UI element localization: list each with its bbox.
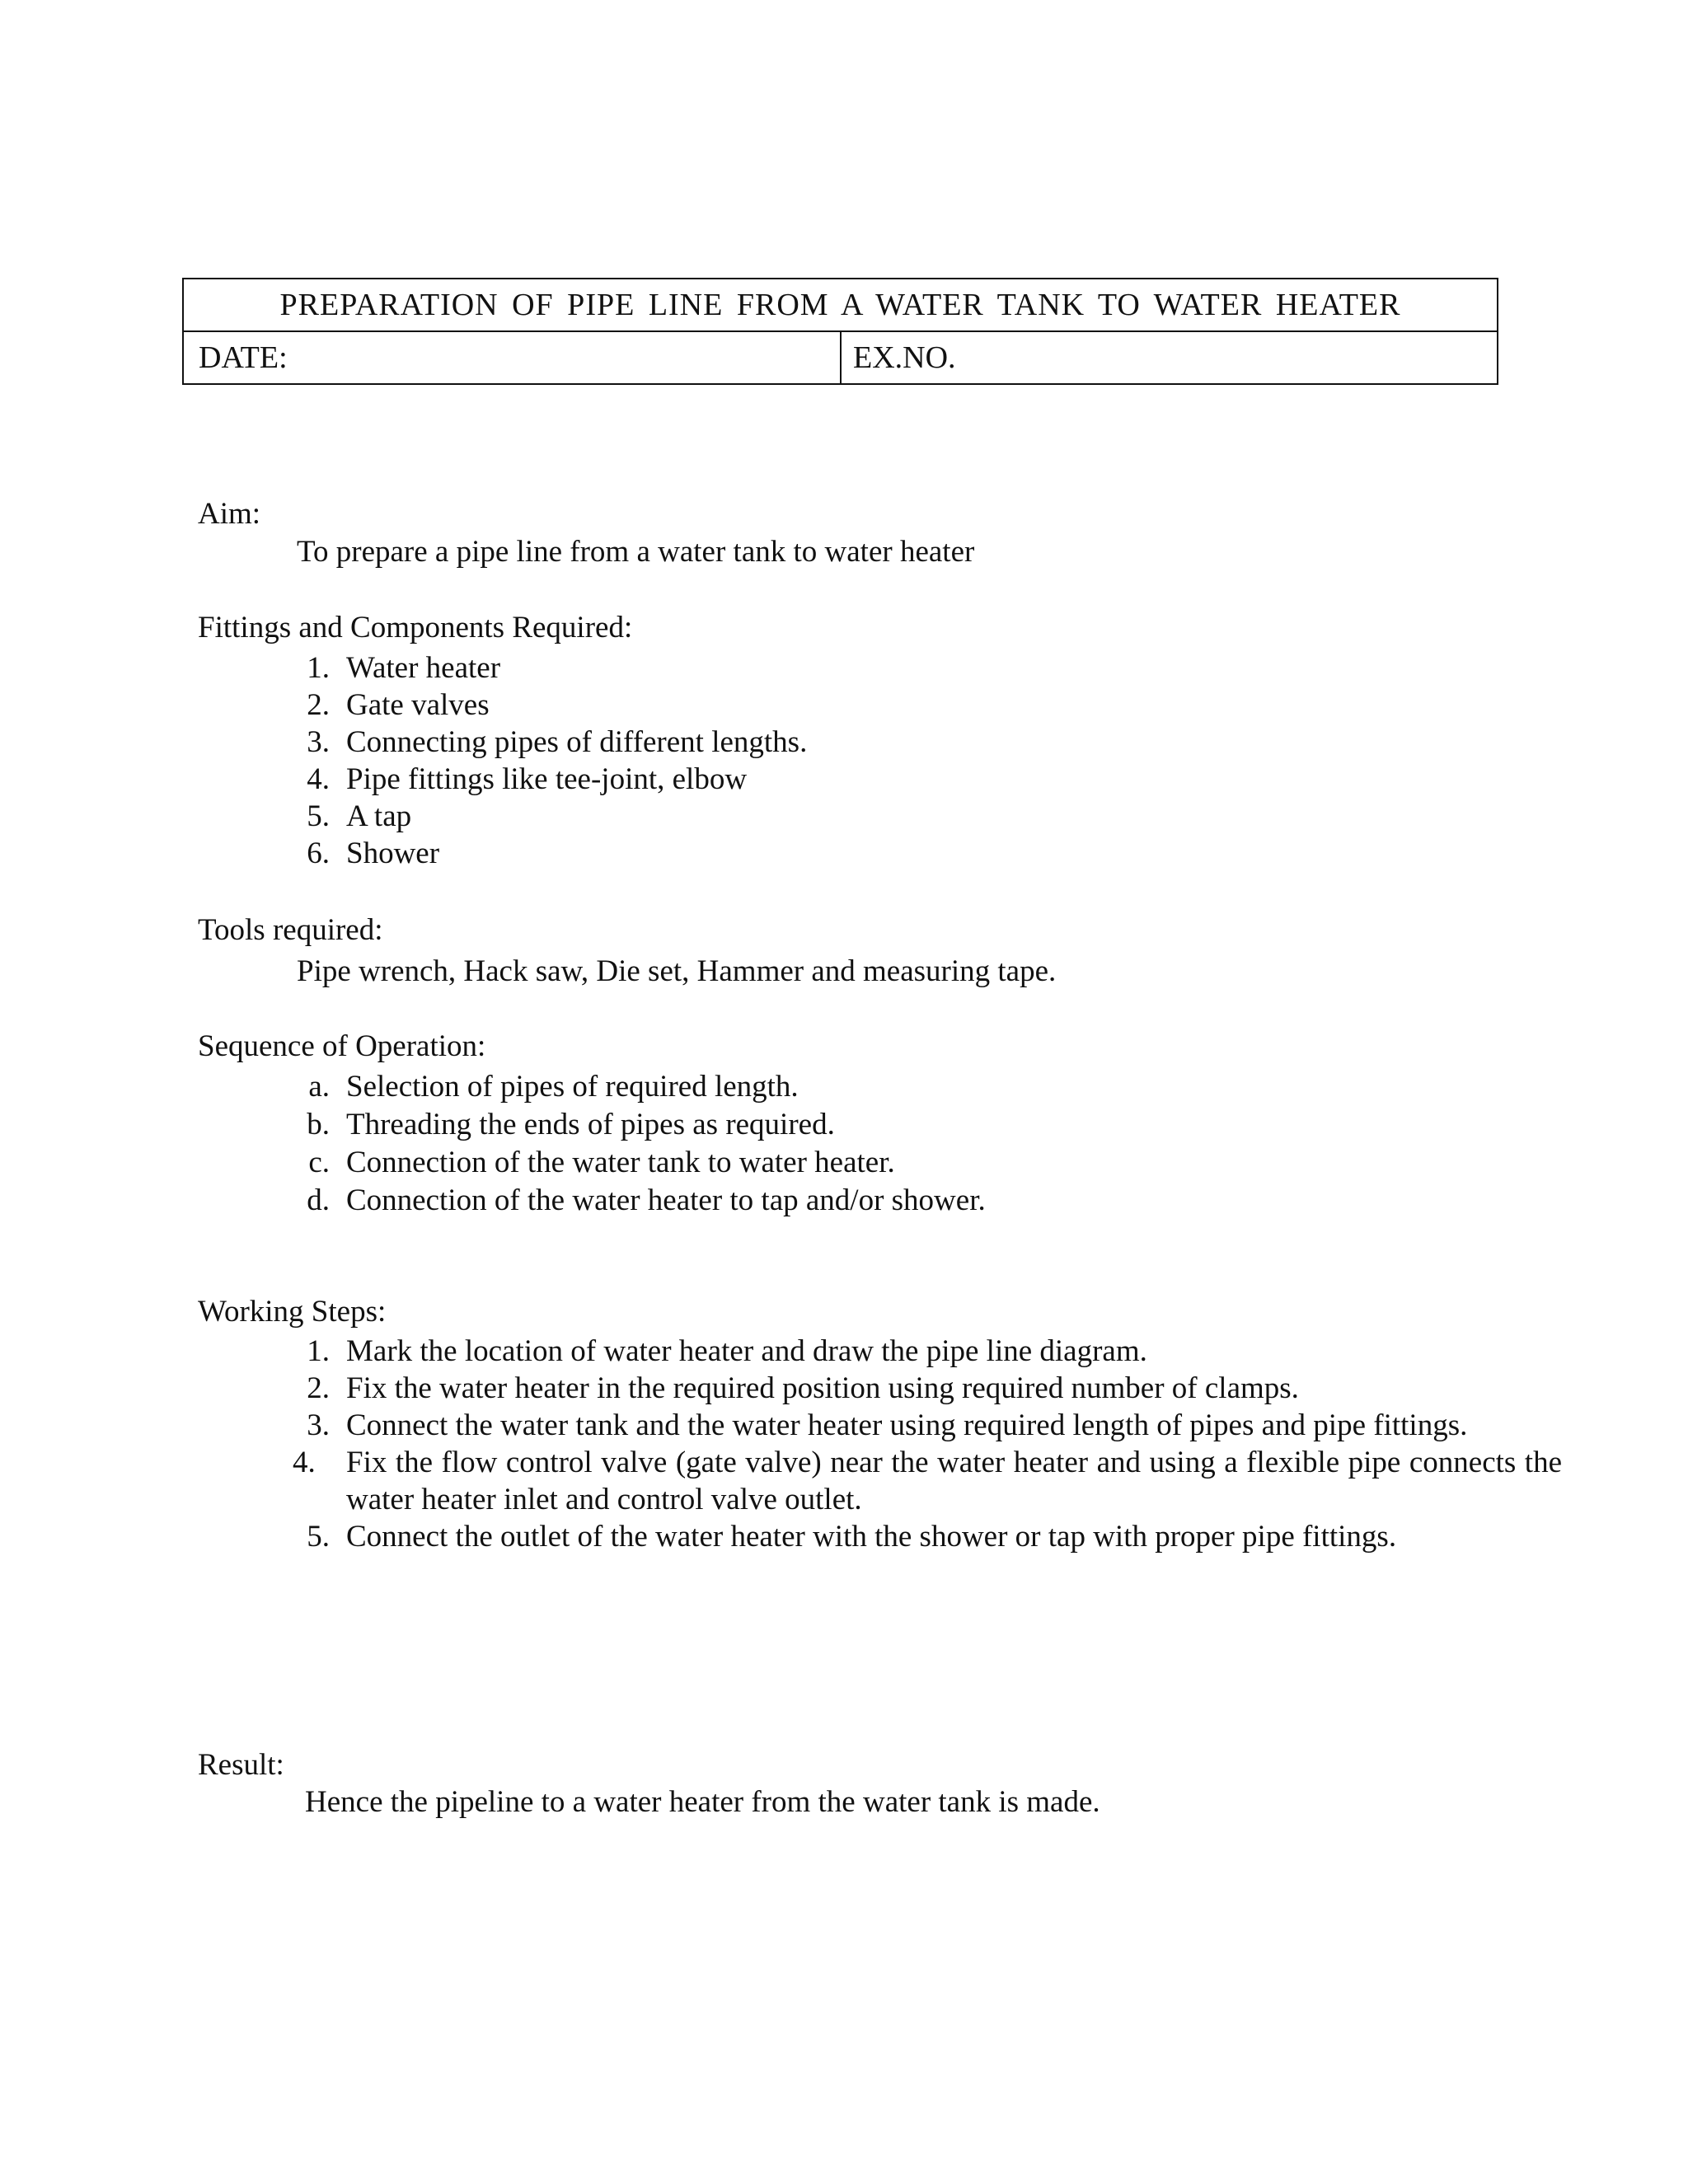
list-marker: 1. bbox=[307, 1334, 330, 1368]
list-item bbox=[293, 1182, 986, 1220]
list-item-text: Connection of the water tank to water heater. bbox=[346, 1146, 895, 1179]
list-marker: b. bbox=[307, 1108, 330, 1141]
sequence-heading: Sequence of Operation: bbox=[198, 1029, 486, 1063]
date-exno-row bbox=[184, 332, 1497, 383]
list-marker: 4. bbox=[307, 762, 330, 796]
aim-heading: Aim: bbox=[198, 497, 261, 531]
working-steps-heading: Working Steps: bbox=[198, 1295, 387, 1329]
sequence-list bbox=[293, 1068, 986, 1220]
list-item bbox=[293, 1333, 1562, 1370]
list-item bbox=[293, 1106, 986, 1144]
list-item-text: Water heater bbox=[346, 651, 501, 685]
list-item-text: Mark the location of water heater and draw the pipe line diagram. bbox=[346, 1334, 1147, 1368]
tools-heading: Tools required: bbox=[198, 913, 383, 947]
list-item-text: Connect the outlet of the water heater with the shower or tap with proper pipe fittings. bbox=[346, 1520, 1397, 1554]
list-marker: c. bbox=[308, 1146, 330, 1179]
list-item bbox=[293, 1370, 1562, 1407]
list-marker: 3. bbox=[307, 725, 330, 759]
list-item bbox=[293, 687, 807, 724]
list-item-text: Connect the water tank and the water heater using required length of pipes and pipe fittings. bbox=[346, 1408, 1468, 1442]
list-item-text: Connection of the water heater to tap and/or shower. bbox=[346, 1183, 986, 1217]
list-item bbox=[293, 724, 807, 761]
list-marker: 6. bbox=[307, 837, 330, 870]
tools-text: Pipe wrench, Hack saw, Die set, Hammer and measuring tape. bbox=[297, 954, 1057, 988]
list-marker: 2. bbox=[307, 1371, 330, 1405]
list-item bbox=[293, 1518, 1562, 1555]
fittings-heading: Fittings and Components Required: bbox=[198, 611, 633, 644]
list-item-text: Gate valves bbox=[346, 688, 490, 722]
list-item-text: Shower bbox=[346, 837, 440, 870]
list-item bbox=[293, 798, 807, 835]
list-item-text: Pipe fittings like tee-joint, elbow bbox=[346, 762, 748, 796]
working-steps-list bbox=[293, 1333, 1562, 1555]
experiment-title: PREPARATION OF PIPE LINE FROM A WATER TANK TO WATER HEATER bbox=[184, 279, 1497, 332]
list-item-text: Fix the flow control valve (gate valve) near the water heater and using a flexible pipe connects the water heater inlet and control valve outlet. bbox=[346, 1446, 1562, 1516]
list-item-text: A tap bbox=[346, 799, 412, 833]
list-marker: 2. bbox=[307, 688, 330, 722]
list-marker: a. bbox=[308, 1070, 330, 1104]
list-marker: 5. bbox=[307, 1520, 330, 1554]
list-marker: d. bbox=[307, 1183, 330, 1217]
result-text: Hence the pipeline to a water heater from the water tank is made. bbox=[305, 1785, 1100, 1819]
fittings-list bbox=[293, 649, 807, 872]
result-heading: Result: bbox=[198, 1748, 284, 1782]
list-marker: 3. bbox=[307, 1408, 330, 1442]
list-item-text: Connecting pipes of different lengths. bbox=[346, 725, 808, 759]
experiment-header-table bbox=[182, 278, 1498, 385]
list-item-text: Selection of pipes of required length. bbox=[346, 1070, 799, 1104]
list-item bbox=[293, 1068, 986, 1106]
exno-label: EX.NO. bbox=[853, 340, 956, 375]
list-marker: 5. bbox=[307, 799, 330, 833]
list-item bbox=[293, 649, 807, 687]
list-item bbox=[293, 1407, 1562, 1444]
list-item bbox=[293, 1144, 986, 1182]
list-marker: 1. bbox=[307, 651, 330, 685]
list-item-text: Fix the water heater in the required position using required number of clamps. bbox=[346, 1371, 1299, 1405]
list-marker: 4. bbox=[293, 1446, 316, 1479]
aim-text: To prepare a pipe line from a water tank to water heater bbox=[297, 535, 975, 569]
list-item bbox=[293, 1444, 1562, 1518]
list-item bbox=[293, 835, 807, 872]
date-label: DATE: bbox=[184, 332, 842, 383]
list-item-text: Threading the ends of pipes as required. bbox=[346, 1108, 835, 1141]
list-item bbox=[293, 761, 807, 798]
